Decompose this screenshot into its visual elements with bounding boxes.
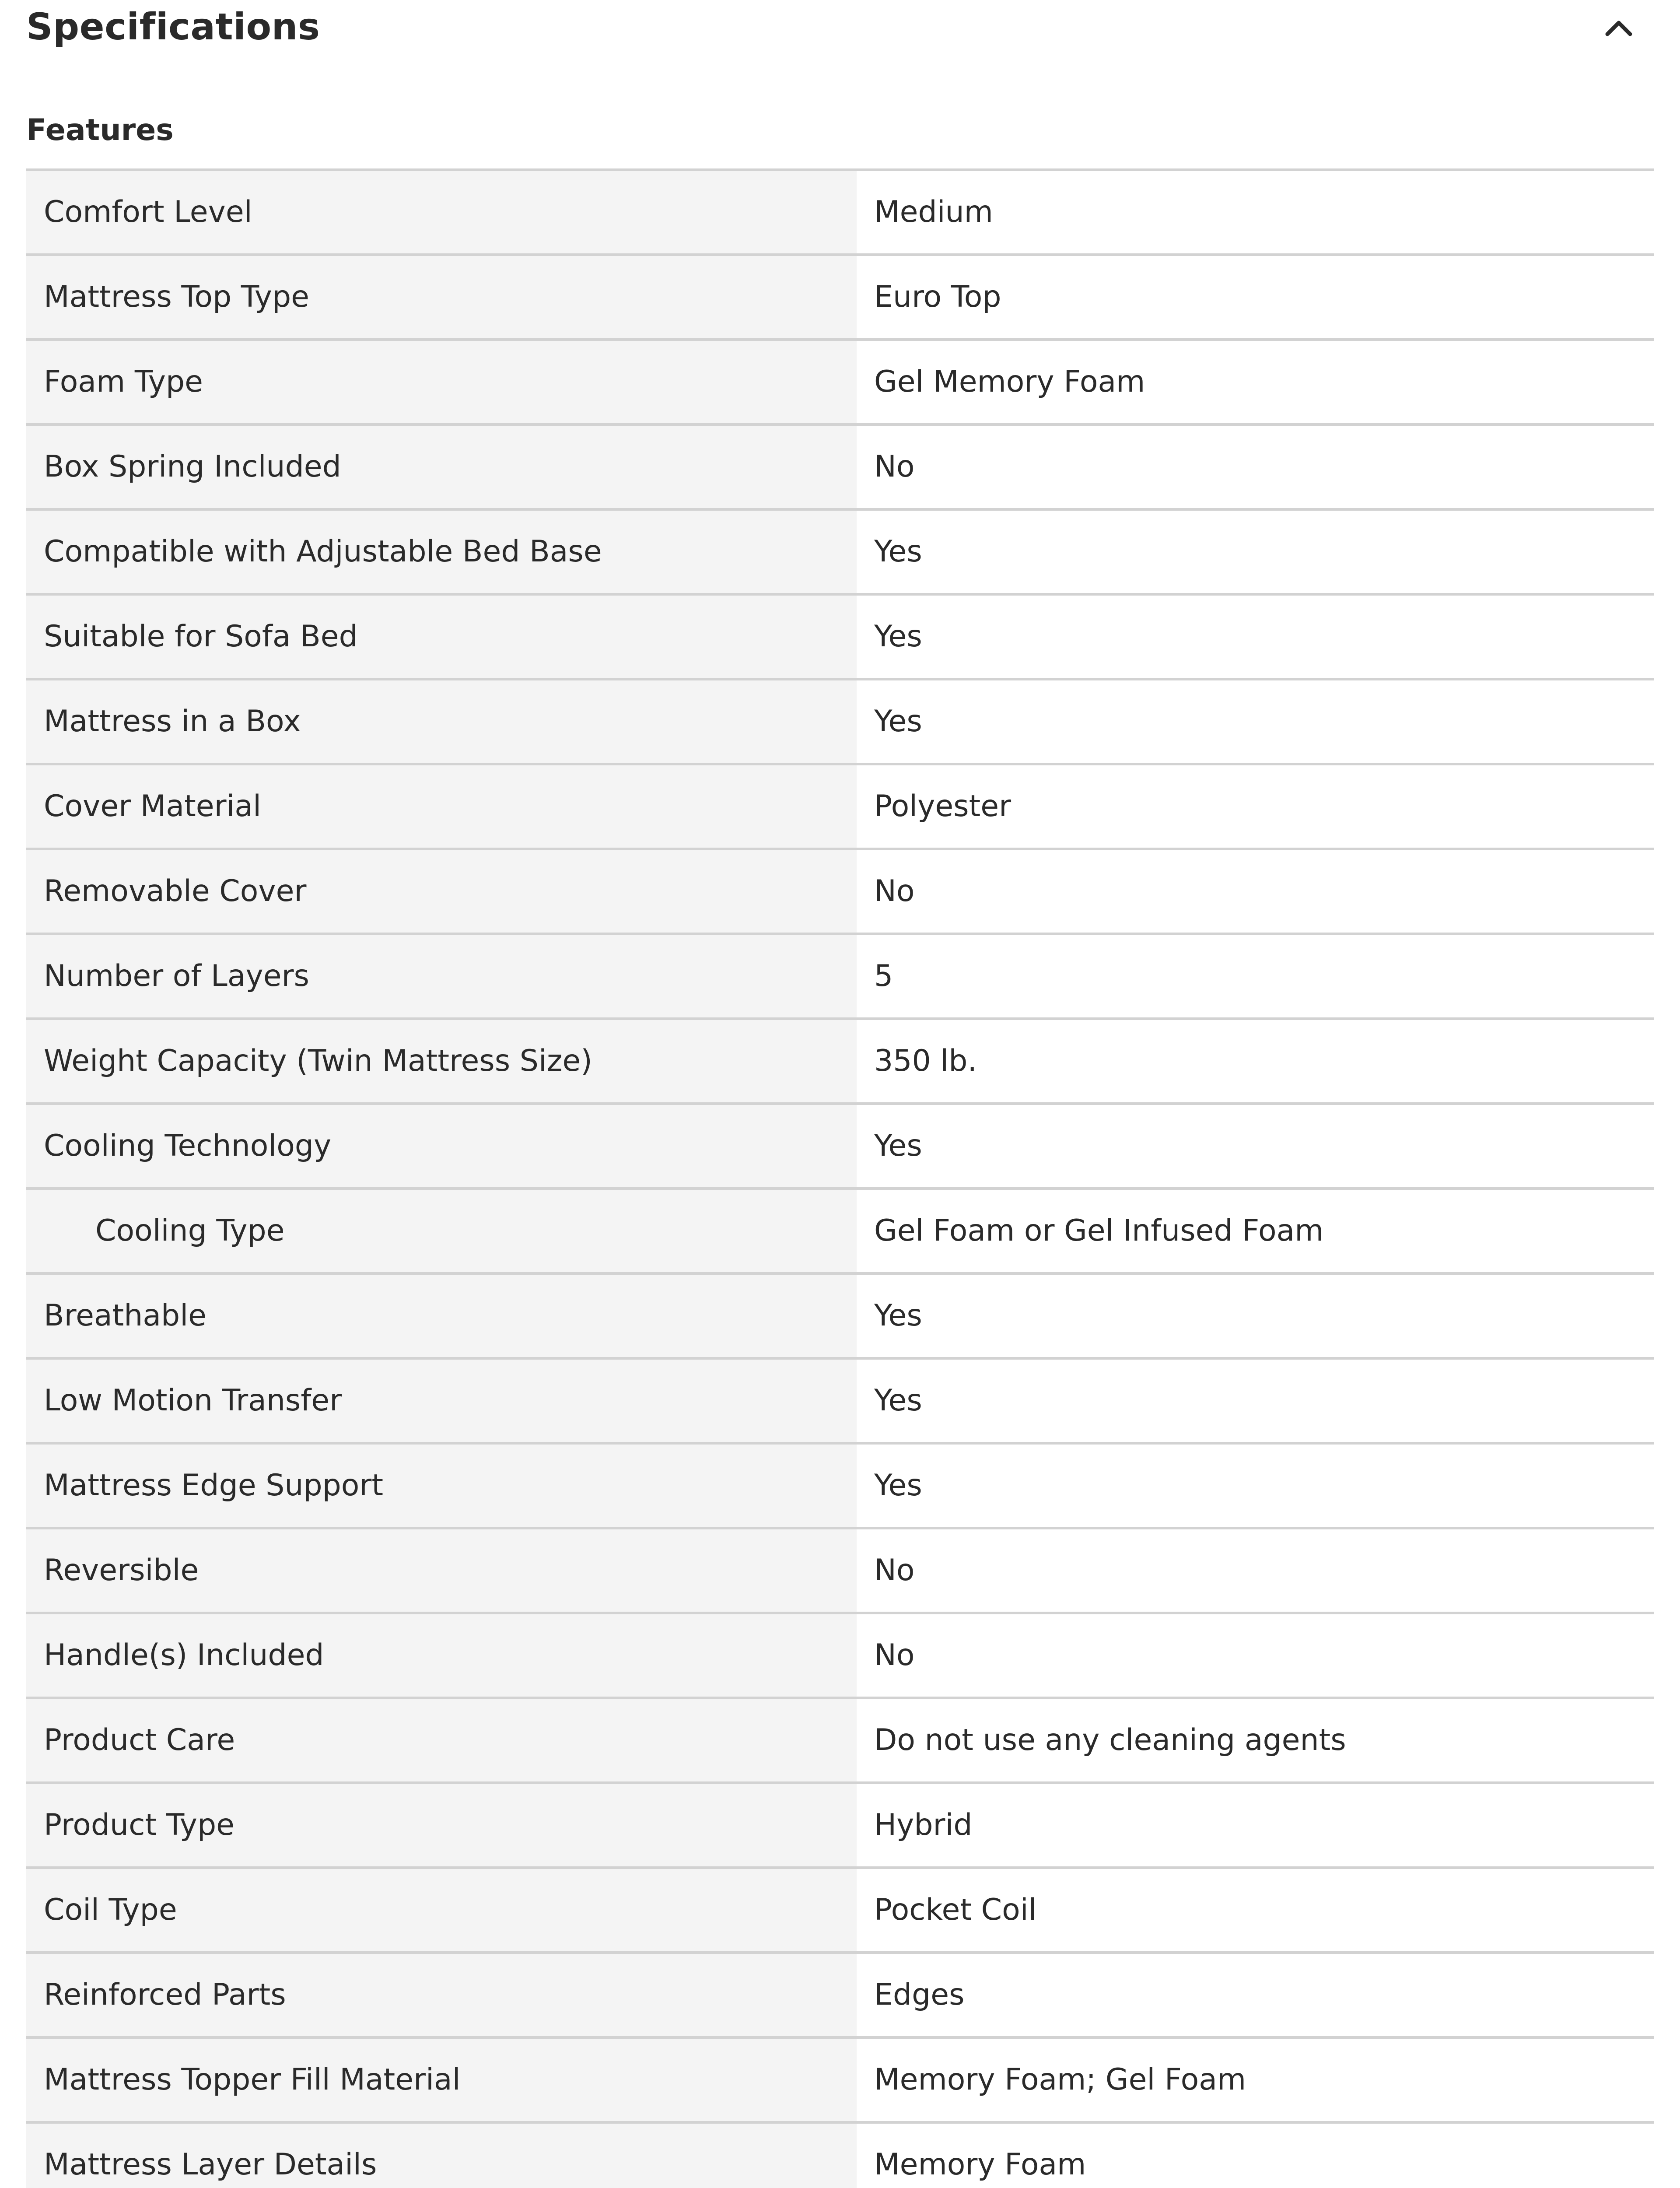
spec-row	[26, 1273, 1654, 1358]
spec-label: Suitable for Sofa Bed	[26, 594, 857, 679]
spec-row	[26, 1698, 1654, 1783]
spec-label: Mattress Topper Fill Material	[26, 2037, 857, 2122]
spec-value: Yes	[857, 679, 1654, 764]
spec-value: Yes	[857, 594, 1654, 679]
spec-row	[26, 1358, 1654, 1443]
spec-label: Compatible with Adjustable Bed Base	[26, 509, 857, 594]
spec-value: Gel Foam or Gel Infused Foam	[857, 1189, 1654, 1273]
spec-label: Reinforced Parts	[26, 1953, 857, 2037]
spec-label: Cooling Technology	[26, 1104, 857, 1189]
spec-label: Foam Type	[26, 340, 857, 424]
spec-label: Number of Layers	[26, 934, 857, 1019]
spec-row	[26, 424, 1654, 509]
spec-row	[26, 2122, 1654, 2188]
spec-label: Reversible	[26, 1528, 857, 1613]
spec-value: Yes	[857, 509, 1654, 594]
spec-row	[26, 679, 1654, 764]
spec-value: Hybrid	[857, 1783, 1654, 1868]
spec-row	[26, 170, 1654, 255]
features-heading: Features	[26, 113, 174, 147]
spec-row	[26, 1783, 1654, 1868]
spec-value: No	[857, 1528, 1654, 1613]
specifications-table-body	[26, 170, 1654, 2188]
specifications-panel	[26, 0, 1654, 2182]
spec-label: Cover Material	[26, 764, 857, 849]
spec-label: Removable Cover	[26, 849, 857, 934]
spec-value: 350 lb.	[857, 1019, 1654, 1104]
spec-label: Breathable	[26, 1273, 857, 1358]
spec-value: Yes	[857, 1273, 1654, 1358]
spec-label: Box Spring Included	[26, 424, 857, 509]
spec-row	[26, 594, 1654, 679]
specifications-table	[26, 168, 1654, 2188]
spec-row	[26, 255, 1654, 340]
spec-row	[26, 764, 1654, 849]
specifications-header[interactable]	[26, 0, 1654, 79]
spec-label: Mattress Layer Details	[26, 2122, 857, 2188]
spec-value: Edges	[857, 1953, 1654, 2037]
spec-value: Yes	[857, 1104, 1654, 1189]
spec-value: No	[857, 1613, 1654, 1698]
spec-value: Memory Foam; Gel Foam	[857, 2037, 1654, 2122]
spec-row	[26, 340, 1654, 424]
spec-value: Memory Foam	[857, 2122, 1654, 2188]
spec-label: Mattress Top Type	[26, 255, 857, 340]
spec-row	[26, 1104, 1654, 1189]
collapse-toggle-button[interactable]	[1597, 7, 1641, 51]
spec-row	[26, 509, 1654, 594]
spec-value: Do not use any cleaning agents	[857, 1698, 1654, 1783]
spec-row	[26, 1528, 1654, 1613]
spec-value: Medium	[857, 170, 1654, 255]
spec-value: Gel Memory Foam	[857, 340, 1654, 424]
spec-value: Euro Top	[857, 255, 1654, 340]
spec-row	[26, 1443, 1654, 1528]
spec-label: Weight Capacity (Twin Mattress Size)	[26, 1019, 857, 1104]
spec-value: Polyester	[857, 764, 1654, 849]
spec-value: Yes	[857, 1358, 1654, 1443]
spec-label: Cooling Type	[26, 1189, 857, 1273]
spec-row	[26, 1613, 1654, 1698]
spec-label: Mattress Edge Support	[26, 1443, 857, 1528]
spec-value: No	[857, 849, 1654, 934]
spec-label: Coil Type	[26, 1868, 857, 1953]
spec-value: 5	[857, 934, 1654, 1019]
section-title: Specifications	[26, 5, 320, 48]
spec-row	[26, 2037, 1654, 2122]
spec-label: Product Type	[26, 1783, 857, 1868]
spec-row	[26, 849, 1654, 934]
spec-label: Handle(s) Included	[26, 1613, 857, 1698]
spec-value: No	[857, 424, 1654, 509]
spec-label: Comfort Level	[26, 170, 857, 255]
spec-value: Pocket Coil	[857, 1868, 1654, 1953]
spec-label: Low Motion Transfer	[26, 1358, 857, 1443]
spec-row	[26, 1189, 1654, 1273]
spec-row	[26, 1019, 1654, 1104]
spec-label: Mattress in a Box	[26, 679, 857, 764]
spec-row	[26, 934, 1654, 1019]
spec-label: Product Care	[26, 1698, 857, 1783]
spec-row	[26, 1953, 1654, 2037]
spec-value: Yes	[857, 1443, 1654, 1528]
chevron-up-icon	[1597, 7, 1641, 51]
spec-row	[26, 1868, 1654, 1953]
